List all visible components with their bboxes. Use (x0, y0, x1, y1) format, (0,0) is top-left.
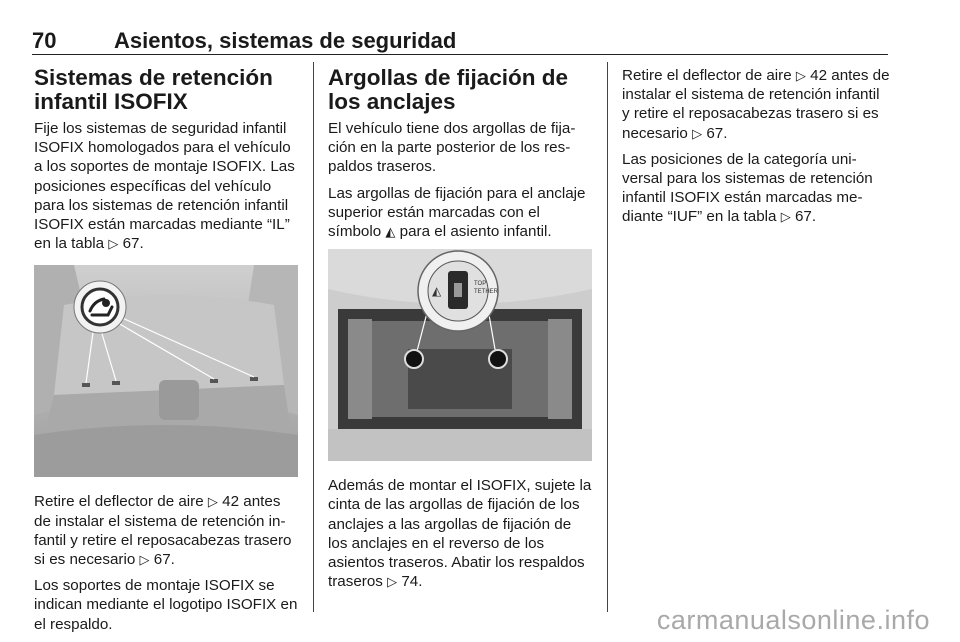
top-tether-icon: ◭ (385, 224, 396, 240)
triangle-right-icon: ▷ (139, 552, 150, 568)
page-number: 70 (32, 28, 57, 53)
column-divider (607, 62, 608, 612)
triangle-right-icon: ▷ (692, 125, 703, 141)
paragraph: Retire el deflector de aire ▷ 42 antes de instalar el sistema de retención infantil y retire el reposacabezas trasero si es necesario ▷ 67. (34, 493, 292, 569)
header-title: Asientos, sistemas de seguridad (114, 28, 457, 53)
paragraph: El vehículo tiene dos argollas de fijación en la parte posterior de los respaldos traseros. (328, 120, 576, 176)
triangle-right-icon: ▷ (207, 494, 218, 510)
column-3 (622, 66, 890, 234)
isofix-seat-figure (34, 265, 298, 477)
paragraph: Las argollas de fijación para el anclaje superior están marcadas con el símbolo ◭ para el asiento infantil. (328, 184, 586, 241)
top-tether-icon: ◭ (432, 284, 442, 299)
paragraph: Retire el deflector de aire ▷ 42 antes de instalar el sistema de retención infantil y retire el reposacabezas trasero si es necesario ▷ 67. (622, 67, 890, 142)
column-divider (313, 62, 314, 612)
page-reference: 67. (122, 235, 144, 253)
fig-label-top: TOP (474, 281, 487, 288)
page-header (32, 24, 888, 55)
page-reference: 67. (153, 551, 175, 569)
column-2 (328, 66, 592, 598)
triangle-right-icon: ▷ (108, 236, 119, 252)
page-reference: 74. (401, 573, 423, 591)
paragraph: Fije los sistemas de seguridad infantil ISOFIX homologados para el vehículo a los soportes de montaje ISOFIX. Las posiciones específicas del vehículo para los sistemas de retención infantil ISOFIX están marcadas mediante “IL” en la tabla ▷ 67. (34, 120, 295, 253)
page-reference: 67. (706, 124, 728, 142)
section-heading-anchors: Argollas de fijación de los anclajes (328, 65, 569, 114)
triangle-right-icon: ▷ (387, 574, 398, 590)
watermark: carmanualsonline.info (656, 605, 930, 635)
column-1 (34, 66, 298, 641)
triangle-right-icon: ▷ (795, 68, 806, 83)
paragraph: Los soportes de montaje ISOFIX se indican mediante el logotipo ISOFIX en el respaldo. (34, 577, 298, 633)
fig-label-tether: TETHER (474, 289, 498, 296)
paragraph: Las posiciones de la categoría universal para los sistemas de retención infantil ISOFIX están marcadas mediante “IUF” en la tabla ▷ 67. (622, 150, 873, 226)
page-reference: 67. (794, 208, 817, 226)
section-heading-isofix: Sistemas de retención infantil ISOFIX (34, 65, 273, 114)
paragraph: Además de montar el ISOFIX, sujete la cinta de las argollas de fijación de los anclajes a las argollas de fijación de los anclajes en el reverso de los asientos traseros. Abatir los respaldos traseros ▷ 74. (328, 477, 592, 591)
triangle-right-icon: ▷ (780, 209, 791, 225)
tether-anchor-figure (328, 249, 592, 461)
